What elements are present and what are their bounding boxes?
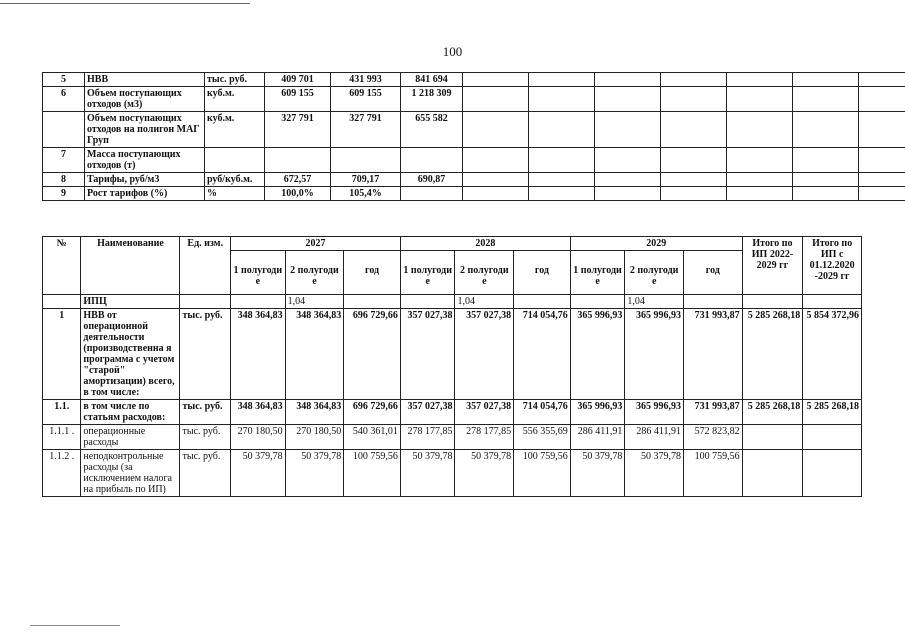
col-header-num: № (43, 237, 81, 295)
empty-cell (529, 73, 595, 87)
empty-cell (727, 73, 793, 87)
row-value: 270 180,50 (285, 425, 344, 450)
row-value: 365 996,93 (570, 400, 625, 425)
row-value: 572 823,82 (683, 425, 742, 450)
row-value: 609 155 (265, 87, 331, 112)
main-table-row (43, 309, 862, 400)
empty-cell (595, 187, 661, 201)
top-table-body (43, 73, 905, 201)
empty-cell (463, 87, 529, 112)
row-number: 1 (43, 309, 81, 400)
subheader-h2: 2 полугоди е (455, 251, 514, 295)
col-header-unit: Ед. изм. (180, 237, 231, 295)
ipc-value: 1,04 (285, 295, 344, 309)
empty-cell (859, 112, 905, 148)
row-value: 5 285 268,18 (742, 400, 803, 425)
col-header-year-2029: 2029 (570, 237, 742, 251)
row-number: 8 (43, 173, 85, 187)
row-name: Объем поступающих отходов (м3) (85, 87, 205, 112)
row-value: 540 361,01 (344, 425, 401, 450)
row-number (43, 112, 85, 148)
main-table-row (43, 425, 862, 450)
empty-cell (727, 148, 793, 173)
row-value: 357 027,38 (455, 309, 514, 400)
row-value (803, 450, 862, 497)
row-name: Объем поступающих отходов на полигон МАГ Груп (85, 112, 205, 148)
empty-cell (727, 173, 793, 187)
empty-cell (661, 87, 727, 112)
top-table-row (43, 112, 905, 148)
row-value: 609 155 (331, 87, 401, 112)
row-value: 5 854 372,96 (803, 309, 862, 400)
row-value: 731 993,87 (683, 309, 742, 400)
row-value: 841 694 (401, 73, 463, 87)
row-value: 50 379,78 (570, 450, 625, 497)
row-value (742, 425, 803, 450)
row-value: 278 177,85 (400, 425, 455, 450)
subheader-year: год (514, 251, 571, 295)
row-value: 5 285 268,18 (803, 400, 862, 425)
empty-cell (529, 173, 595, 187)
row-value (803, 425, 862, 450)
row-value: 278 177,85 (455, 425, 514, 450)
empty-cell (661, 112, 727, 148)
row-name: НВВ от операционной деятельности (производственна я программа с учетом "старой" амортизации) всего, в том числе: (81, 309, 180, 400)
row-value (331, 148, 401, 173)
row-value: 327 791 (331, 112, 401, 148)
top-table (42, 72, 905, 201)
subheader-h1: 1 полугоди е (400, 251, 455, 295)
row-value: 357 027,38 (455, 400, 514, 425)
row-value: 556 355,69 (514, 425, 571, 450)
subheader-year: год (344, 251, 401, 295)
row-value: 50 379,78 (625, 450, 684, 497)
row-unit: тыс. руб. (180, 425, 231, 450)
row-number: 1.1.2 . (43, 450, 81, 497)
top-table-row (43, 87, 905, 112)
row-unit: % (205, 187, 265, 201)
empty-cell (727, 187, 793, 201)
row-value: 696 729,66 (344, 309, 401, 400)
empty-cell (793, 187, 859, 201)
row-value: 100 759,56 (514, 450, 571, 497)
row-value: 5 285 268,18 (742, 309, 803, 400)
row-value: 327 791 (265, 112, 331, 148)
row-name: операционные расходы (81, 425, 180, 450)
row-value: 409 701 (265, 73, 331, 87)
empty-cell (793, 173, 859, 187)
row-value: 286 411,91 (625, 425, 684, 450)
row-value: 357 027,38 (400, 309, 455, 400)
empty-cell (661, 73, 727, 87)
empty-cell (463, 148, 529, 173)
row-unit (205, 148, 265, 173)
row-number: 5 (43, 73, 85, 87)
row-name: в том числе по статьям расходов: (81, 400, 180, 425)
empty-cell (859, 148, 905, 173)
empty-cell (859, 87, 905, 112)
empty-cell (595, 148, 661, 173)
page-number: 100 (442, 44, 463, 59)
empty-cell (793, 87, 859, 112)
top-table-row (43, 173, 905, 187)
empty-cell (727, 87, 793, 112)
empty-cell (661, 187, 727, 201)
top-table-row (43, 187, 905, 201)
empty-cell (859, 187, 905, 201)
row-value (742, 450, 803, 497)
row-number: 6 (43, 87, 85, 112)
row-value: 50 379,78 (231, 450, 286, 497)
ipc-row (43, 295, 862, 309)
row-value: 100,0% (265, 187, 331, 201)
row-value: 731 993,87 (683, 400, 742, 425)
subheader-h2: 2 полугоди е (625, 251, 684, 295)
empty-cell (661, 148, 727, 173)
empty-cell (463, 112, 529, 148)
row-name: неподконтрольные расходы (за исключением налога на прибыль по ИП) (81, 450, 180, 497)
empty-cell (859, 73, 905, 87)
row-value: 714 054,76 (514, 309, 571, 400)
row-value: 431 993 (331, 73, 401, 87)
row-value (401, 148, 463, 173)
empty-cell (727, 112, 793, 148)
row-number: 9 (43, 187, 85, 201)
ipc-value: 1,04 (455, 295, 514, 309)
row-value: 1 218 309 (401, 87, 463, 112)
empty-cell (661, 173, 727, 187)
row-name: Тарифы, руб/м3 (85, 173, 205, 187)
row-value (401, 187, 463, 201)
empty-cell (529, 112, 595, 148)
scan-edge-line (0, 3, 250, 4)
row-value: 348 364,83 (231, 309, 286, 400)
row-value: 100 759,56 (683, 450, 742, 497)
empty-cell (529, 148, 595, 173)
row-value: 348 364,83 (285, 400, 344, 425)
main-table-body (43, 309, 862, 497)
row-name: Масса поступающих отходов (т) (85, 148, 205, 173)
row-number: 1.1.1 . (43, 425, 81, 450)
main-table (42, 236, 862, 497)
empty-cell (793, 148, 859, 173)
row-value: 105,4% (331, 187, 401, 201)
ipc-label: ИПЦ (81, 295, 180, 309)
empty-cell (793, 112, 859, 148)
row-value: 100 759,56 (344, 450, 401, 497)
empty-cell (793, 73, 859, 87)
row-value: 672,57 (265, 173, 331, 187)
ipc-value: 1,04 (625, 295, 684, 309)
row-unit: тыс. руб. (205, 73, 265, 87)
empty-cell (595, 87, 661, 112)
empty-cell (595, 112, 661, 148)
row-value: 50 379,78 (400, 450, 455, 497)
row-unit: куб.м. (205, 112, 265, 148)
col-header-total-2020-2029: Итого по ИП с 01.12.2020 -2029 гг (803, 237, 862, 295)
row-name: Рост тарифов (%) (85, 187, 205, 201)
row-unit: куб.м. (205, 87, 265, 112)
row-value (265, 148, 331, 173)
row-value: 365 996,93 (625, 400, 684, 425)
top-table-row (43, 73, 905, 87)
row-value: 696 729,66 (344, 400, 401, 425)
top-table-row (43, 148, 905, 173)
row-unit: тыс. руб. (180, 309, 231, 400)
row-unit: тыс. руб. (180, 400, 231, 425)
empty-cell (595, 73, 661, 87)
row-value: 365 996,93 (625, 309, 684, 400)
subheader-h2: 2 полугоди е (285, 251, 344, 295)
subheader-h1: 1 полугоди е (570, 251, 625, 295)
row-value: 50 379,78 (455, 450, 514, 497)
row-number: 7 (43, 148, 85, 173)
row-value: 348 364,83 (285, 309, 344, 400)
row-name: НВВ (85, 73, 205, 87)
row-value: 357 027,38 (400, 400, 455, 425)
subheader-year: год (683, 251, 742, 295)
main-table-row (43, 400, 862, 425)
col-header-total-2022-2029: Итого по ИП 2022-2029 гг (742, 237, 803, 295)
empty-cell (463, 73, 529, 87)
row-value: 270 180,50 (231, 425, 286, 450)
empty-cell (529, 187, 595, 201)
main-table-row (43, 450, 862, 497)
empty-cell (859, 173, 905, 187)
row-value: 50 379,78 (285, 450, 344, 497)
col-header-year-2028: 2028 (400, 237, 570, 251)
row-value: 286 411,91 (570, 425, 625, 450)
empty-cell (529, 87, 595, 112)
empty-cell (463, 187, 529, 201)
row-value: 690,87 (401, 173, 463, 187)
empty-cell (463, 173, 529, 187)
row-value: 655 582 (401, 112, 463, 148)
scan-edge-line (30, 625, 120, 626)
row-value: 714 054,76 (514, 400, 571, 425)
col-header-name: Наименование (81, 237, 180, 295)
row-unit: тыс. руб. (180, 450, 231, 497)
row-number: 1.1. (43, 400, 81, 425)
empty-cell (595, 173, 661, 187)
row-value: 709,17 (331, 173, 401, 187)
row-value: 365 996,93 (570, 309, 625, 400)
col-header-year-2027: 2027 (231, 237, 401, 251)
row-unit: руб/куб.м. (205, 173, 265, 187)
main-table-head (43, 237, 862, 309)
subheader-h1: 1 полугоди е (231, 251, 286, 295)
row-value: 348 364,83 (231, 400, 286, 425)
